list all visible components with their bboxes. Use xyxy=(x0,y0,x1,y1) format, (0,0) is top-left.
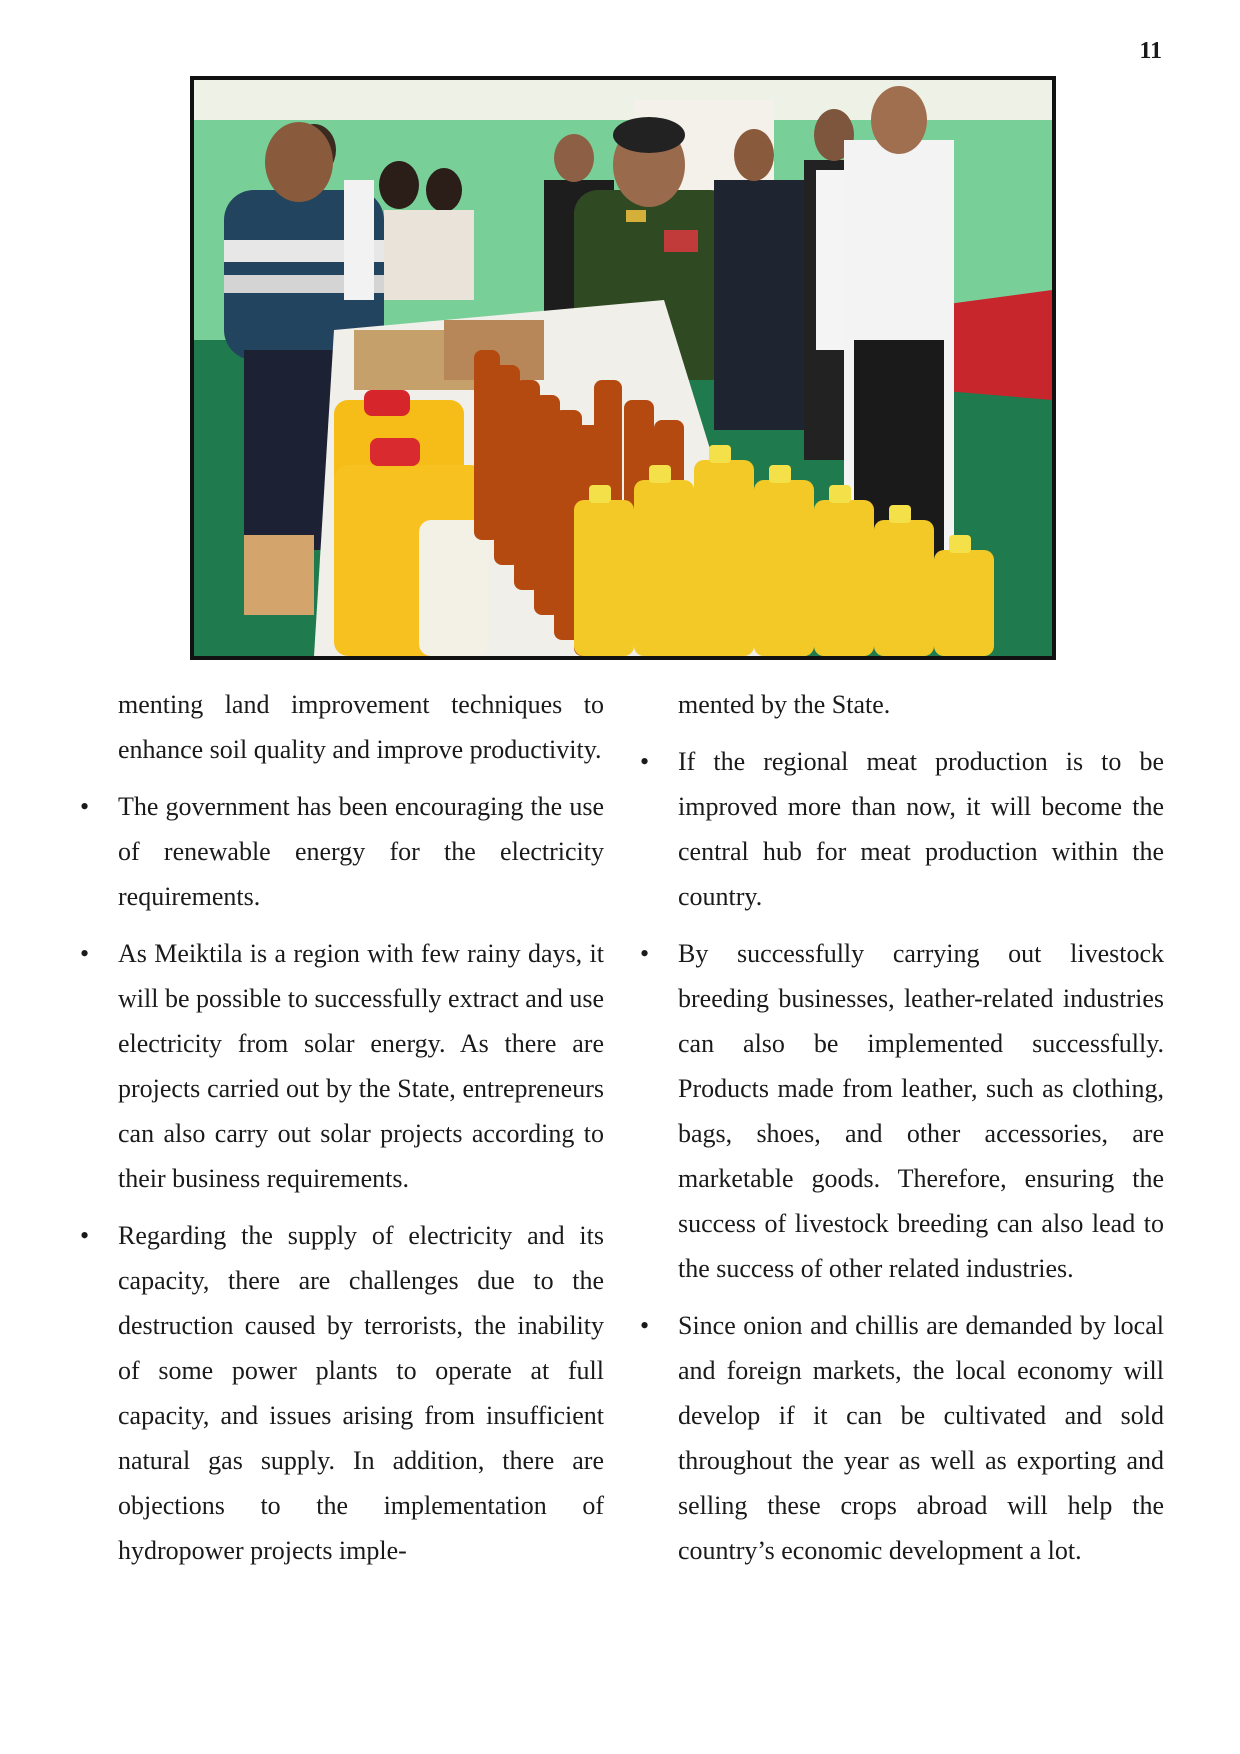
bullet-renewable-energy: • The government has been encouraging the use of renewable energy for the electricity requirements. xyxy=(118,784,604,919)
bullet-electricity-supply: • Regarding the supply of electricity and its capacity, there are challenges due to the destruction caused by terrorists, the inability of some power plants to operate at full capacity, and issues arising from insufficient natural gas supply. In addition, there are objections to the implementation of hydropower projects imple- xyxy=(118,1213,604,1573)
bullet-onion-chillis: • Since onion and chillis are demanded by local and foreign markets, the local economy will develop if it can be cultivated and sold throughout the year as well as exporting and selling these crops abroad will help the country’s economic development a lot. xyxy=(678,1303,1164,1573)
exhibition-photo xyxy=(190,76,1056,660)
bullet-meat-production: • If the regional meat production is to be improved more than now, it will become the central hub for meat production within the country. xyxy=(678,739,1164,919)
left-column xyxy=(118,682,604,1573)
right-column xyxy=(678,682,1164,1573)
bullet-solar-energy: • As Meiktila is a region with few rainy days, it will be possible to successfully extract and use electricity from solar energy. As there are projects carried out by the State, entrepreneurs can also carry out solar projects according to their business requirements. xyxy=(118,931,604,1201)
bullet-livestock-breeding: • By successfully carrying out livestock breeding businesses, leather-related industries can also be implemented successfully. Products made from leather, such as clothing, bags, shoes, and other accessories, are marketable goods. Therefore, ensuring the success of livestock breeding can also lead to the success of other related industries. xyxy=(678,931,1164,1291)
page-number: 11 xyxy=(1139,38,1162,64)
right-continuation: mented by the State. xyxy=(678,690,891,719)
photo-illustration xyxy=(194,80,1052,656)
left-continuation: menting land improvement techniques to enhance soil quality and improve productivity. xyxy=(118,690,604,764)
